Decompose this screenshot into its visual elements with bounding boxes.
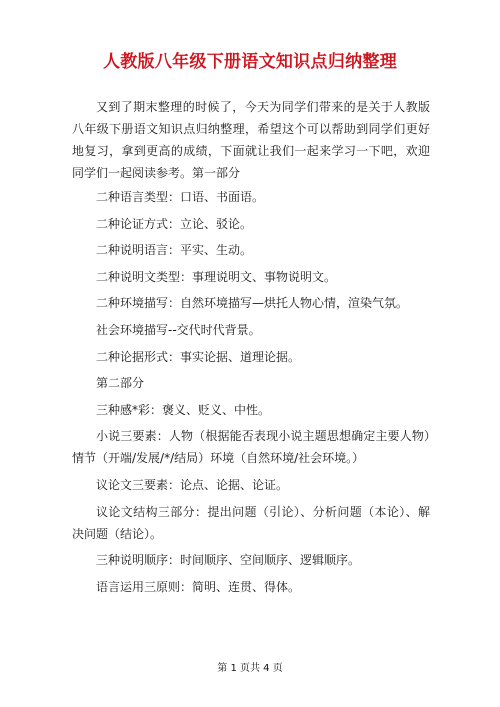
paragraph-language-principles: 语言运用三原则：简明、连贯、得体。 — [96, 579, 301, 594]
paragraph-argumentative-structure: 议论文结构三部分：提出问题（引论）、分析问题（本论）、解决问题（结论）。 — [72, 504, 430, 541]
page-footer: 第 1 页共 4 页 — [217, 663, 283, 674]
paragraph-emotional-color: 三种感*彩：褒义、贬义、中性。 — [96, 402, 271, 417]
intro-paragraph: 又到了期末整理的时候了，今天为同学们带来的是关于人教版八年级下册语文知识点归纳整理，希望这个可以帮助到同学们更好地复习，拿到更高的成绩，下面就让我们一起来学习一下吧，欢迎同学们一起阅读参考。第一部分 — [72, 100, 430, 180]
paragraph-evidence-forms: 二种论据形式：事实论据、道理论据。 — [96, 349, 301, 364]
paragraph-expository-types: 二种说明文类型：事理说明文、事物说明文。 — [96, 269, 337, 284]
paragraph-expository-language: 二种说明语言：平实、生动。 — [96, 243, 253, 258]
paragraph-natural-environment: 二种环境描写：自然环境描写—烘托人物心情，渲染气氛。 — [96, 296, 409, 311]
section-heading-part-two: 第二部分 — [96, 376, 145, 391]
paragraph-explanation-order: 三种说明顺序：时间顺序、空间顺序、逻辑顺序。 — [96, 553, 361, 568]
document-title: 人教版八年级下册语文知识点归纳整理 — [102, 52, 398, 72]
paragraph-language-types: 二种语言类型：口语、书面语。 — [96, 190, 265, 204]
paragraph-novel-elements: 小说三要素：人物（根据能否表现小说主题思想确定主要人物）情节（开端/发展/*/结局）环境（自然环境/社会环境。） — [72, 429, 430, 466]
paragraph-argumentative-elements: 议论文三要素：论点、论据、论证。 — [96, 477, 289, 492]
paragraph-argument-methods: 二种论证方式：立论、驳论。 — [96, 216, 253, 231]
paragraph-social-environment: 社会环境描写--交代时代背景。 — [96, 322, 261, 337]
document-body — [72, 96, 430, 602]
